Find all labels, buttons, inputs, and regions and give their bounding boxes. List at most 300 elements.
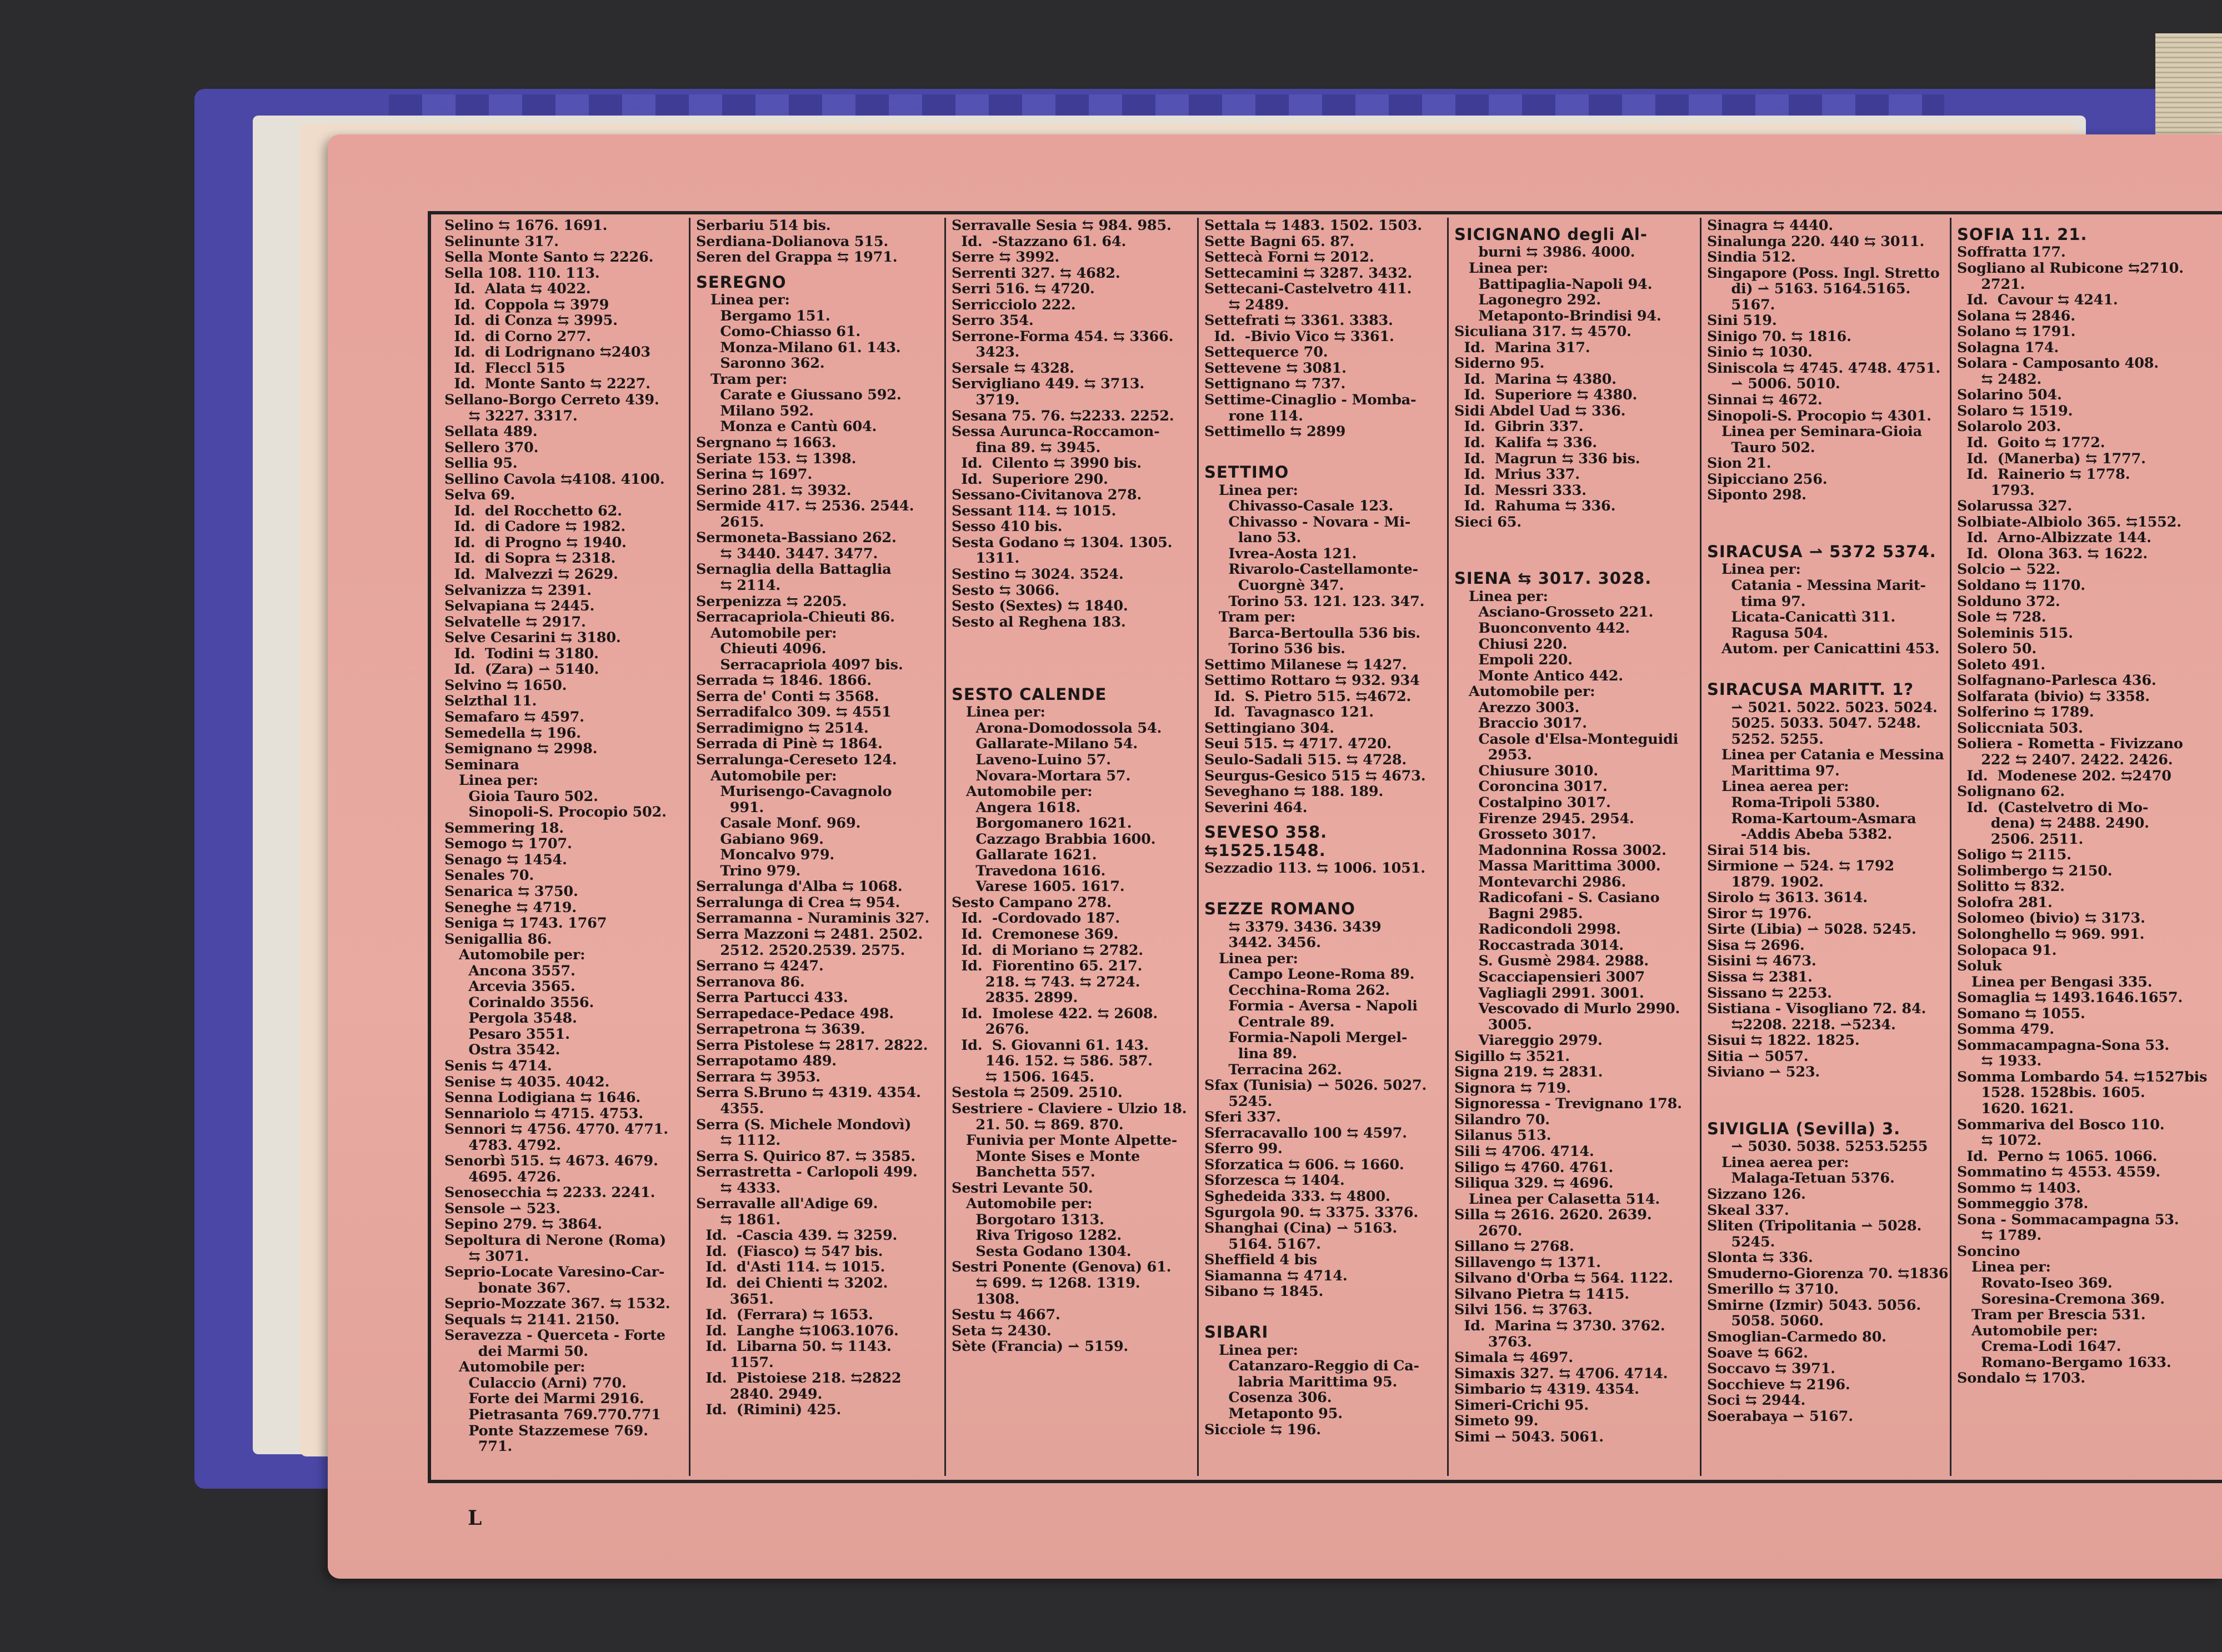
- index-entry: Seulo-Sadali 515. ⇆ 4728.: [1204, 751, 1407, 768]
- index-entry: Laveno-Luino 57.: [952, 751, 1111, 768]
- index-entry: Settequerce 70.: [1204, 344, 1328, 361]
- index-column-2: [689, 218, 944, 1476]
- index-entry: Siculiana 317. ⇆ 4570.: [1454, 323, 1632, 341]
- index-entry: Ragusa 504.: [1707, 624, 1828, 642]
- index-entry: Id. Cavour ⇆ 4241.: [1957, 292, 2118, 309]
- index-entry: Sillano ⇆ 2768.: [1454, 1238, 1574, 1255]
- index-entry: Gallarate-Milano 54.: [952, 735, 1138, 753]
- index-entry: Tauro 502.: [1707, 439, 1815, 456]
- index-entry: Id. -Cascia 439. ⇆ 3259.: [696, 1227, 898, 1244]
- index-entry: Coroncina 3017.: [1454, 778, 1608, 795]
- index-entry: Linea per Catania e Messina: [1707, 747, 1944, 764]
- index-entry: Signa 219. ⇆ 2831.: [1454, 1064, 1603, 1081]
- index-entry: 218. ⇆ 743. ⇆ 2724.: [952, 973, 1140, 990]
- index-entry: Id. (Castelvetro di Mo-: [1957, 799, 2149, 816]
- index-entry: ⇆ 3379. 3436. 3439: [1204, 918, 1382, 935]
- index-entry: Singapore (Poss. Ingl. Stretto: [1707, 264, 1940, 282]
- index-entry: Id. Pistoiese 218. ⇆2822: [696, 1370, 902, 1387]
- index-entry: 3005.: [1454, 1016, 1532, 1033]
- index-entry: Moncalvo 979.: [696, 847, 835, 864]
- index-entry: Sinagra ⇆ 4440.: [1707, 218, 1833, 234]
- index-entry: Linea per:: [1204, 482, 1298, 499]
- index-entry: ⇆ 699. ⇆ 1268. 1319.: [952, 1275, 1140, 1292]
- index-entry: Id. Coppola ⇆ 3979: [444, 296, 609, 313]
- index-entry: Sermide 417. ⇆ 2536. 2544.: [696, 498, 914, 515]
- index-entry: Cecchina-Roma 262.: [1204, 982, 1390, 999]
- index-entry: labria Marittima 95.: [1204, 1373, 1398, 1390]
- index-entry: Sigillo ⇆ 3521.: [1454, 1048, 1570, 1065]
- index-entry: Serra Mazzoni ⇆ 2481. 2502.: [696, 925, 923, 943]
- index-entry: Selinunte 317.: [444, 233, 559, 250]
- index-entry: Roccastrada 3014.: [1454, 937, 1624, 954]
- index-entry: Sisini ⇆ 4673.: [1707, 953, 1816, 970]
- index-entry: Arezzo 3003.: [1454, 699, 1580, 716]
- index-entry: Centrale 89.: [1204, 1013, 1335, 1030]
- index-entry: Serrapedace-Pedace 498.: [696, 1005, 894, 1022]
- index-entry: Siniscola ⇆ 4745. 4748. 4751.: [1707, 359, 1941, 377]
- index-entry: Sinio ⇆ 1030.: [1707, 344, 1813, 361]
- index-entry: Sidi Abdel Uad ⇆ 336.: [1454, 402, 1626, 419]
- index-entry: Id. d'Asti 114. ⇆ 1015.: [696, 1259, 885, 1276]
- section-heading: SEVESO 358. ⇆1525.1548.: [1204, 823, 1328, 860]
- index-entry: Chivasso-Casale 123.: [1204, 498, 1394, 515]
- section-heading: SIBARI: [1204, 1323, 1269, 1342]
- index-entry: 2670.: [1454, 1222, 1523, 1239]
- index-entry: Pergola 3548.: [444, 1010, 577, 1027]
- index-entry: Sommeggio 378.: [1957, 1195, 2089, 1213]
- index-entry: Tram per:: [1204, 609, 1296, 626]
- index-entry: Firenze 2945. 2954.: [1454, 810, 1634, 827]
- index-entry: Automobile per:: [1957, 1322, 2098, 1339]
- index-entry: Travedona 1616.: [952, 862, 1106, 879]
- index-entry: Serrano ⇆ 4247.: [696, 958, 824, 975]
- index-entry: Automobile per:: [444, 947, 585, 964]
- index-entry: Riva Trigoso 1282.: [952, 1227, 1122, 1244]
- index-entry: Casale Monf. 969.: [696, 815, 861, 832]
- index-entry: Selva 69.: [444, 487, 516, 504]
- index-entry: Id. Rahuma ⇆ 336.: [1454, 498, 1616, 515]
- index-entry: Rivarolo-Castellamonte-: [1204, 561, 1418, 578]
- index-entry: Serracapriola 4097 bis.: [696, 656, 903, 673]
- index-entry: Solara - Camposanto 408.: [1957, 355, 2159, 372]
- index-entry: Sommacampagna-Sona 53.: [1957, 1037, 2170, 1054]
- index-entry: Semignano ⇆ 2998.: [444, 740, 598, 758]
- index-entry: bonate 367.: [444, 1279, 571, 1296]
- index-entry: Semogo ⇆ 1707.: [444, 835, 572, 853]
- index-entry: ⇆ 2482.: [1957, 371, 2042, 388]
- index-entry: Solduno 372.: [1957, 593, 2060, 610]
- index-entry: Id. Fiorentino 65. 217.: [952, 958, 1143, 975]
- index-entry: 5164. 5167.: [1204, 1235, 1321, 1253]
- index-entry: Trino 979.: [696, 862, 801, 879]
- index-entry: Sète (Francia) ⇀ 5159.: [952, 1338, 1129, 1355]
- index-entry: Seprio-Mozzate 367. ⇆ 1532.: [444, 1295, 670, 1313]
- index-entry: Linea per:: [1204, 950, 1298, 967]
- index-entry: Monte Sises e Monte: [952, 1148, 1140, 1165]
- index-entry: tima 97.: [1707, 593, 1806, 610]
- index-entry: 991.: [696, 799, 764, 816]
- index-entry: Serra Partucci 433.: [696, 989, 848, 1007]
- index-entry: 1879. 1902.: [1707, 873, 1824, 890]
- index-entry: ⇆ 1861.: [696, 1211, 781, 1228]
- index-entry: Id. Malvezzi ⇆ 2629.: [444, 566, 618, 583]
- index-entry: Sesto (Sextes) ⇆ 1840.: [952, 598, 1128, 615]
- index-entry: Id. -Cordovado 187.: [952, 910, 1120, 927]
- index-entry: [1707, 1096, 1945, 1112]
- index-entry: Serralunga d'Alba ⇆ 1068.: [696, 878, 903, 895]
- index-entry: Solofra 281.: [1957, 894, 2053, 911]
- index-entry: Soldano ⇆ 1170.: [1957, 577, 2085, 594]
- index-entry: Serramanna - Nuraminis 327.: [696, 910, 930, 927]
- index-entry: Id. Alata ⇆ 4022.: [444, 281, 591, 298]
- index-entry: Selzthal 11.: [444, 693, 537, 710]
- index-entry: 771.: [444, 1438, 513, 1455]
- index-entry: Settime-Cinaglio - Momba-: [1204, 392, 1417, 409]
- index-entry: 2512. 2520.2539. 2575.: [696, 942, 905, 959]
- index-entry: Seui 515. ⇆ 4717. 4720.: [1204, 735, 1392, 753]
- index-entry: Sole ⇆ 728.: [1957, 609, 2046, 626]
- index-entry: Soffratta 177.: [1957, 244, 2066, 261]
- index-entry: Linea aerea per:: [1707, 778, 1849, 795]
- index-entry: Tram per Brescia 531.: [1957, 1306, 2146, 1324]
- index-entry: Automobile per:: [696, 624, 837, 642]
- index-entry: Id. Magrun ⇆ 336 bis.: [1454, 450, 1640, 467]
- index-entry: Id. Arno-Albizzate 144.: [1957, 529, 2151, 547]
- index-entry: Smuderno-Giorenza 70. ⇆1836: [1707, 1265, 1949, 1282]
- index-column-5: [1447, 218, 1700, 1476]
- index-entry: Selino ⇆ 1676. 1691.: [444, 218, 608, 234]
- index-entry: Sferracavallo 100 ⇆ 4597.: [1204, 1124, 1407, 1142]
- index-entry: Sermoneta-Bassiano 262.: [696, 529, 897, 547]
- index-entry: Soci ⇆ 2944.: [1707, 1392, 1806, 1409]
- index-entry: Smerillo ⇆ 3710.: [1707, 1281, 1839, 1298]
- index-entry: 2840. 2949.: [696, 1385, 823, 1403]
- index-entry: Id. di Conza ⇆ 3995.: [444, 312, 618, 329]
- index-entry: Autom. per Canicattini 453.: [1707, 640, 1940, 658]
- index-entry: 5167.: [1707, 296, 1775, 313]
- index-entry: Linea per:: [444, 772, 538, 789]
- index-entry: Vescovado di Murlo 2990.: [1454, 1000, 1680, 1018]
- index-entry: 2721.: [1957, 276, 2025, 293]
- index-entry: Sinopoli-S. Procopio ⇆ 4301.: [1707, 407, 1931, 424]
- index-entry: Monza e Cantù 604.: [696, 418, 877, 435]
- index-entry: Automobile per:: [444, 1359, 585, 1376]
- index-entry: [1707, 519, 1945, 535]
- index-entry: Soresina-Cremona 369.: [1957, 1290, 2165, 1308]
- index-entry: Linea per:: [1454, 260, 1548, 277]
- index-entry: Sestri Levante 50.: [952, 1179, 1093, 1197]
- index-entry: Somano ⇆ 1055.: [1957, 1005, 2085, 1022]
- index-entry: Id. (Rimini) 425.: [696, 1401, 842, 1419]
- index-entry: Torino 536 bis.: [1204, 640, 1345, 658]
- index-entry: Sellata 489.: [444, 423, 538, 440]
- index-entry: Siror ⇆ 1976.: [1707, 905, 1812, 922]
- index-entry: rone 114.: [1204, 407, 1303, 424]
- index-entry: Sona - Sommacampagna 53.: [1957, 1211, 2179, 1228]
- index-entry: Angera 1618.: [952, 799, 1081, 816]
- index-entry: Licata-Canicattì 311.: [1707, 609, 1896, 626]
- index-entry: Viareggio 2979.: [1454, 1032, 1603, 1049]
- index-entry: ⇆ 3071.: [444, 1248, 529, 1265]
- index-entry: Sequals ⇆ 2141. 2150.: [444, 1311, 620, 1328]
- index-entry: fina 89. ⇆ 3945.: [952, 439, 1101, 456]
- index-entry: Soerabaya ⇀ 5167.: [1707, 1408, 1853, 1425]
- section-heading: SIENA ⇆ 3017. 3028.: [1454, 569, 1652, 588]
- index-entry: Culaccio (Arni) 770.: [444, 1374, 627, 1391]
- index-entry: Id. Todini ⇆ 3180.: [444, 645, 599, 662]
- index-entry: Id. Kalifa ⇆ 336.: [1454, 434, 1597, 452]
- index-entry: Id. Langhe ⇆1063.1076.: [696, 1322, 899, 1339]
- index-entry: Sersale ⇆ 4328.: [952, 359, 1074, 377]
- page-letter: L: [468, 1506, 482, 1530]
- index-entry: 2676.: [952, 1021, 1029, 1038]
- index-entry: Sipicciano 256.: [1707, 470, 1828, 488]
- section-heading: SESTO CALENDE: [952, 684, 1107, 704]
- index-entry: Serro 354.: [952, 312, 1034, 329]
- index-entry: [1707, 657, 1945, 673]
- index-entry: Serrada ⇆ 1846. 1866.: [696, 672, 872, 689]
- index-entry: Gabiano 969.: [696, 830, 824, 848]
- index-entry: [1204, 440, 1443, 456]
- index-column-1: [439, 218, 689, 1476]
- index-entry: [952, 646, 1193, 662]
- index-entry: di) ⇀ 5163. 5164.5165.: [1707, 281, 1911, 298]
- index-entry: Automobile per:: [952, 783, 1093, 800]
- index-entry: Metaponto-Brindisi 94.: [1454, 307, 1662, 324]
- index-entry: ⇆ 1789.: [1957, 1227, 2042, 1244]
- index-entry: Sellero 370.: [444, 439, 539, 456]
- index-entry: Solitto ⇆ 832.: [1957, 878, 2065, 895]
- index-entry: Sion 21.: [1707, 455, 1771, 472]
- index-entry: Solbiate-Albiolo 365. ⇆1552.: [1957, 513, 2181, 530]
- index-entry: Linea per Seminara-Gioia: [1707, 423, 1922, 440]
- index-entry: Semmering 18.: [444, 819, 564, 837]
- index-entry: Solimbergo ⇆ 2150.: [1957, 862, 2113, 879]
- index-entry: Sondalo ⇆ 1703.: [1957, 1370, 2085, 1387]
- index-entry: Borgomanero 1621.: [952, 815, 1132, 832]
- index-entry: Sili ⇆ 4706. 4714.: [1454, 1143, 1594, 1160]
- index-entry: Silla ⇆ 2616. 2620. 2639.: [1454, 1207, 1652, 1224]
- index-entry: Simbario ⇆ 4319. 4354.: [1454, 1381, 1639, 1398]
- index-entry: Selvino ⇆ 1650.: [444, 677, 567, 694]
- index-entry: Gallarate 1621.: [952, 847, 1097, 864]
- index-entry: 2506. 2511.: [1957, 830, 2084, 848]
- index-entry: Sessant 114. ⇆ 1015.: [952, 502, 1117, 519]
- index-column-6: [1700, 218, 1950, 1476]
- index-entry: Montevarchi 2986.: [1454, 873, 1627, 890]
- index-entry: Settefrati ⇆ 3361. 3383.: [1204, 312, 1393, 329]
- index-entry: Id. di Lodrignano ⇆2403: [444, 344, 650, 361]
- index-entry: Seurgus-Gesico 515 ⇆ 4673.: [1204, 767, 1426, 784]
- index-entry: Id. Tavagnasco 121.: [1204, 704, 1374, 721]
- index-column-4: [1197, 218, 1447, 1476]
- index-entry: Sindia 512.: [1707, 249, 1796, 266]
- index-entry: Id. Imolese 422. ⇆ 2608.: [952, 1005, 1158, 1022]
- index-entry: Sepoltura di Nerone (Roma): [444, 1232, 666, 1249]
- index-entry: Corinaldo 3556.: [444, 994, 594, 1011]
- index-entry: Sinalunga 220. 440 ⇆ 3011.: [1707, 233, 1925, 250]
- index-entry: Solopaca 91.: [1957, 942, 2057, 959]
- index-entry: Id. Marina ⇆ 3730. 3762.: [1454, 1318, 1665, 1335]
- index-entry: lano 53.: [1204, 529, 1302, 547]
- index-entry: 3423.: [952, 344, 1020, 361]
- index-entry: Radicofani - S. Casiano: [1454, 889, 1660, 907]
- index-entry: Soliera - Rometta - Fivizzano: [1957, 735, 2183, 753]
- index-entry: Seravezza - Querceta - Forte: [444, 1327, 665, 1344]
- index-entry: Ponte Stazzemese 769.: [444, 1422, 648, 1439]
- index-entry: Serbariu 514 bis.: [696, 218, 831, 234]
- index-entry: Serracapriola-Chieuti 86.: [696, 609, 895, 626]
- index-entry: Seta ⇆ 2430.: [952, 1322, 1052, 1339]
- index-entry: Serra S.Bruno ⇆ 4319. 4354.: [696, 1084, 921, 1102]
- index-entry: Formia - Aversa - Napoli: [1204, 998, 1418, 1015]
- index-entry: Sestola ⇆ 2509. 2510.: [952, 1084, 1123, 1102]
- index-entry: Sini 519.: [1707, 312, 1777, 329]
- index-entry: Slonta ⇆ 336.: [1707, 1249, 1813, 1266]
- index-entry: Sinopoli-S. Procopio 502.: [444, 804, 667, 821]
- index-entry: Barca-Bertoulla 536 bis.: [1204, 624, 1420, 642]
- index-entry: Catanzaro-Reggio di Ca-: [1204, 1358, 1419, 1375]
- index-entry: 3651.: [696, 1290, 774, 1308]
- index-entry: Seniga ⇆ 1743. 1767: [444, 915, 607, 932]
- index-column-7: [1950, 218, 2222, 1476]
- index-entry: 4355.: [696, 1100, 764, 1117]
- index-entry: Seneghe ⇆ 4719.: [444, 899, 577, 916]
- index-entry: Ivrea-Aosta 121.: [1204, 545, 1357, 562]
- index-entry: Id. Perno ⇆ 1065. 1066.: [1957, 1148, 2158, 1165]
- index-entry: Serra Pistolese ⇆ 2817. 2822.: [696, 1037, 928, 1054]
- index-entry: ⇆ 3440. 3447. 3477.: [696, 545, 878, 562]
- index-entry: Sellia 95.: [444, 455, 518, 472]
- index-entry: Soligo ⇆ 2115.: [1957, 847, 2071, 864]
- index-entry: Catania - Messina Marit-: [1707, 577, 1926, 594]
- index-entry: Id. Gibrin 337.: [1454, 418, 1584, 435]
- index-entry: Id. Superiore 290.: [952, 470, 1108, 488]
- index-entry: Solarino 504.: [1957, 387, 2062, 404]
- index-entry: -Addis Abeba 5382.: [1707, 826, 1893, 843]
- index-entry: Campo Leone-Roma 89.: [1204, 966, 1415, 983]
- index-entry: Id. Mrius 337.: [1454, 466, 1580, 483]
- section-heading: SIRACUSA ⇀ 5372 5374.: [1707, 542, 1936, 561]
- index-entry: Sirai 514 bis.: [1707, 842, 1811, 859]
- index-entry: Chiusure 3010.: [1454, 762, 1598, 779]
- index-entry: Serpenizza ⇆ 2205.: [696, 593, 847, 610]
- index-entry: Monza-Milano 61. 143.: [696, 339, 901, 356]
- index-entry: ⇆ 1506. 1645.: [952, 1068, 1094, 1085]
- index-entry: Seprio-Locate Varesino-Car-: [444, 1264, 665, 1281]
- index-entry: Serino 281. ⇆ 3932.: [696, 482, 852, 499]
- index-entry: Sepino 279. ⇆ 3864.: [444, 1216, 602, 1233]
- index-entry: Silanus 513.: [1454, 1127, 1552, 1144]
- index-entry: Cosenza 306.: [1204, 1389, 1332, 1406]
- index-entry: Selve Cesarini ⇆ 3180.: [444, 629, 621, 647]
- index-entry: Serranova 86.: [696, 973, 805, 990]
- index-entry: Id. di Sopra ⇆ 2318.: [444, 550, 616, 567]
- index-entry: Settingiano 304.: [1204, 719, 1334, 737]
- index-entry: Id. del Rocchetto 62.: [444, 502, 622, 519]
- index-entry: Gioia Tauro 502.: [444, 788, 598, 805]
- index-entry: Silvi 156. ⇆ 3763.: [1454, 1301, 1593, 1319]
- index-entry: 3763.: [1454, 1333, 1532, 1350]
- index-entry: Senis ⇆ 4714.: [444, 1057, 552, 1074]
- index-entry: Como-Chiasso 61.: [696, 323, 861, 341]
- index-entry: Signoressa - Trevignano 178.: [1454, 1095, 1682, 1113]
- index-entry: Sogliano al Rubicone ⇆2710.: [1957, 260, 2184, 277]
- index-entry: Serrada di Pinè ⇆ 1864.: [696, 735, 883, 753]
- index-entry: Somma 479.: [1957, 1021, 2054, 1038]
- index-entry: Id. (Ferrara) ⇆ 1653.: [696, 1306, 873, 1324]
- index-entry: ⇀ 5030. 5038. 5253.5255: [1707, 1138, 1928, 1155]
- index-entry: Sella Monte Santo ⇆ 2226.: [444, 249, 654, 266]
- index-entry: Sestriere - Claviere - Ulzio 18.: [952, 1100, 1187, 1117]
- index-entry: Settimello ⇆ 2899: [1204, 423, 1346, 440]
- index-entry: Sensole ⇀ 523.: [444, 1200, 560, 1217]
- index-entry: 1311.: [952, 550, 1020, 567]
- index-entry: Sforzatica ⇆ 606. ⇆ 1660.: [1204, 1156, 1404, 1173]
- index-entry: 2835. 2899.: [952, 989, 1078, 1007]
- index-entry: Asciano-Grosseto 221.: [1454, 604, 1654, 621]
- index-entry: Automobile per:: [696, 767, 837, 784]
- index-entry: 4695. 4726.: [444, 1168, 561, 1185]
- index-entry: Borgotaro 1313.: [952, 1211, 1104, 1228]
- index-entry: ⇆ 2489.: [1204, 296, 1289, 313]
- index-entry: Rovato-Iseo 369.: [1957, 1275, 2113, 1292]
- index-entry: Soncino: [1957, 1243, 2020, 1260]
- index-entry: ⇀ 5021. 5022. 5023. 5024.: [1707, 699, 1938, 716]
- index-entry: Smirne (Izmir) 5043. 5056.: [1707, 1296, 1921, 1314]
- index-entry: Sissano ⇆ 2253.: [1707, 984, 1832, 1002]
- index-entry: 3719.: [952, 392, 1020, 409]
- index-entry: [952, 630, 1193, 646]
- index-entry: Romano-Bergamo 1633.: [1957, 1354, 2171, 1371]
- index-entry: Seminara: [444, 756, 519, 773]
- index-entry: Sissa ⇆ 2381.: [1707, 969, 1813, 985]
- index-entry: Varese 1605. 1617.: [952, 878, 1125, 895]
- index-entry: Arcevia 3565.: [444, 978, 575, 995]
- index-entry: Soave ⇆ 662.: [1707, 1344, 1808, 1361]
- index-entry: Id. Monte Santo ⇆ 2227.: [444, 376, 650, 393]
- index-entry: Id. Goito ⇆ 1772.: [1957, 434, 2105, 452]
- index-entry: Linea per:: [1957, 1259, 2051, 1276]
- index-entry: burni ⇆ 3986. 4000.: [1454, 244, 1635, 261]
- index-entry: 5058. 5060.: [1707, 1313, 1824, 1330]
- index-entry: Solarussa 327.: [1957, 498, 2073, 515]
- index-entry: Id. Modenese 202. ⇆2470: [1957, 767, 2171, 784]
- index-entry: Roma-Kartoum-Asmara: [1707, 810, 1916, 827]
- index-entry: Chivasso - Novara - Mi-: [1204, 513, 1411, 530]
- index-entry: [1707, 503, 1945, 519]
- index-entry: Siponto 298.: [1707, 487, 1806, 504]
- index-entry: Solano ⇆ 1791.: [1957, 323, 2076, 341]
- index-entry: Serre ⇆ 3992.: [952, 249, 1060, 266]
- index-entry: Solfagnano-Parlesca 436.: [1957, 672, 2156, 689]
- index-entry: Pietrasanta 769.770.771: [444, 1406, 661, 1424]
- index-entry: Funivia per Monte Alpette-: [952, 1132, 1178, 1149]
- index-entry: Soleminis 515.: [1957, 624, 2073, 642]
- index-entry: S. Gusmè 2984. 2988.: [1454, 953, 1649, 970]
- index-entry: Selvapiana ⇆ 2445.: [444, 598, 595, 615]
- index-entry: Cazzago Brabbia 1600.: [952, 830, 1156, 848]
- index-entry: dei Marmi 50.: [444, 1343, 588, 1360]
- index-entry: Sistiana - Visogliano 72. 84.: [1707, 1000, 1926, 1018]
- index-entry: Roma-Tripoli 5380.: [1707, 794, 1880, 811]
- index-entry: Chiusi 220.: [1454, 635, 1568, 653]
- index-entry: Senorbì 515. ⇆ 4673. 4679.: [444, 1153, 658, 1170]
- index-entry: ⇆ 4333.: [696, 1179, 781, 1197]
- index-entry: Settimo Rottaro ⇆ 932. 934: [1204, 672, 1420, 689]
- index-entry: Solfarata (bivio) ⇆ 3358.: [1957, 688, 2150, 705]
- index-entry: Id. Cremonese 369.: [952, 925, 1119, 943]
